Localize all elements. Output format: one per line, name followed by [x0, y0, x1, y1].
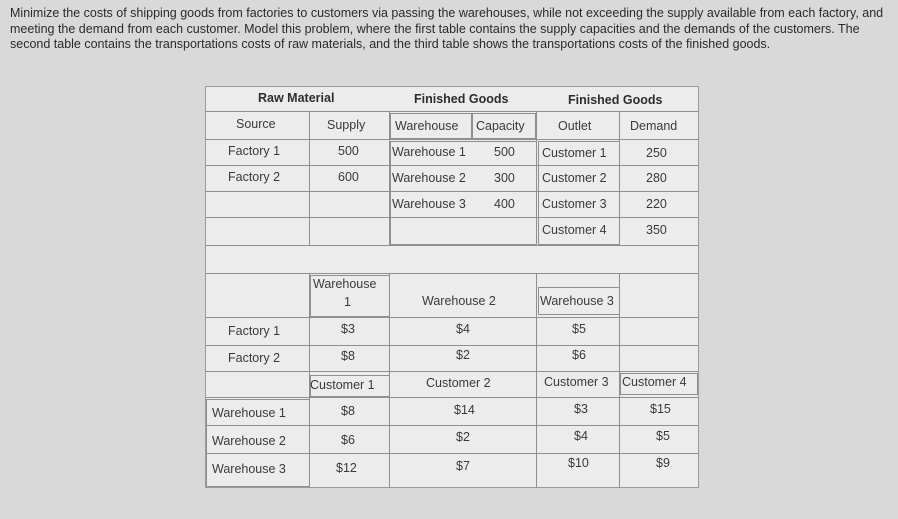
- t2-cost: $3: [341, 322, 355, 336]
- header-supply: Supply: [327, 118, 366, 132]
- t3-cost: $14: [454, 403, 475, 417]
- outlet-demand: 280: [646, 171, 667, 185]
- raw-material-title: Raw Material: [258, 91, 335, 105]
- t3-header-customer: Customer 1: [310, 378, 375, 392]
- t2-header-warehouse-3: Warehouse 3: [540, 294, 614, 308]
- t3-row-name: Warehouse 1: [212, 406, 286, 420]
- finished-goods-title-1: Finished Goods: [414, 92, 509, 106]
- problem-statement: Minimize the costs of shipping goods from factories to customers via passing the warehouses, while not exceeding the supply available from each factory, and meeting the demand from each customer. Model this problem, where the first table contains the supply capacities and the demands of the customers. The second table contains the transportations costs of raw materials, and the third table shows the transportations costs of the finished goods.: [10, 6, 884, 51]
- t2-header-warehouse-2: Warehouse 2: [422, 294, 496, 308]
- header-warehouse: Warehouse: [395, 119, 459, 133]
- source-supply: 500: [338, 144, 359, 158]
- t3-cost: $3: [574, 402, 588, 416]
- t3-cost: $6: [341, 433, 355, 447]
- outlet-name: Customer 3: [542, 197, 607, 211]
- t2-row-name: Factory 1: [228, 324, 281, 338]
- warehouse-name: Warehouse 2: [392, 171, 466, 185]
- t2-cost: $2: [456, 348, 470, 362]
- t2-cost: $8: [341, 349, 355, 363]
- t3-cost: $10: [568, 456, 589, 470]
- t3-row-name: Warehouse 2: [212, 434, 286, 448]
- warehouse-capacity: 300: [494, 171, 515, 185]
- warehouse-capacity: 400: [494, 197, 515, 211]
- header-source: Source: [236, 117, 276, 131]
- t3-header-customer: Customer 4: [622, 375, 687, 389]
- t3-header-customer: Customer 2: [426, 376, 491, 390]
- t3-cost: $9: [656, 456, 670, 470]
- t3-header-customer: Customer 3: [544, 375, 609, 389]
- t2-cost: $4: [456, 322, 470, 336]
- t3-cost: $5: [656, 429, 670, 443]
- outlet-name: Customer 1: [542, 146, 607, 160]
- t3-cost: $2: [456, 430, 470, 444]
- outlet-demand: 220: [646, 197, 667, 211]
- t3-cost: $15: [650, 402, 671, 416]
- outlet-demand: 350: [646, 223, 667, 237]
- source-name: Factory 2: [228, 170, 281, 184]
- t3-cost: $7: [456, 459, 470, 473]
- spreadsheet-image: [205, 86, 699, 488]
- t3-cost: $12: [336, 461, 357, 475]
- t3-cost: $4: [574, 429, 588, 443]
- header-outlet: Outlet: [558, 119, 592, 133]
- warehouse-name: Warehouse 1: [392, 145, 466, 159]
- finished-goods-title-2: Finished Goods: [568, 93, 663, 107]
- t2-header-warehouse-1-line1: Warehouse: [313, 277, 377, 291]
- header-capacity: Capacity: [476, 119, 525, 133]
- t2-cost: $6: [572, 348, 586, 362]
- t3-cost: $8: [341, 404, 355, 418]
- warehouse-capacity: 500: [494, 145, 515, 159]
- t2-header-warehouse-1-line2: 1: [344, 295, 351, 309]
- warehouse-name: Warehouse 3: [392, 197, 466, 211]
- t3-row-name: Warehouse 3: [212, 462, 286, 476]
- source-supply: 600: [338, 170, 359, 184]
- outlet-demand: 250: [646, 146, 667, 160]
- outlet-name: Customer 2: [542, 171, 607, 185]
- t2-row-name: Factory 2: [228, 351, 281, 365]
- header-demand: Demand: [630, 119, 678, 133]
- source-name: Factory 1: [228, 144, 281, 158]
- t2-cost: $5: [572, 322, 586, 336]
- outlet-name: Customer 4: [542, 223, 607, 237]
